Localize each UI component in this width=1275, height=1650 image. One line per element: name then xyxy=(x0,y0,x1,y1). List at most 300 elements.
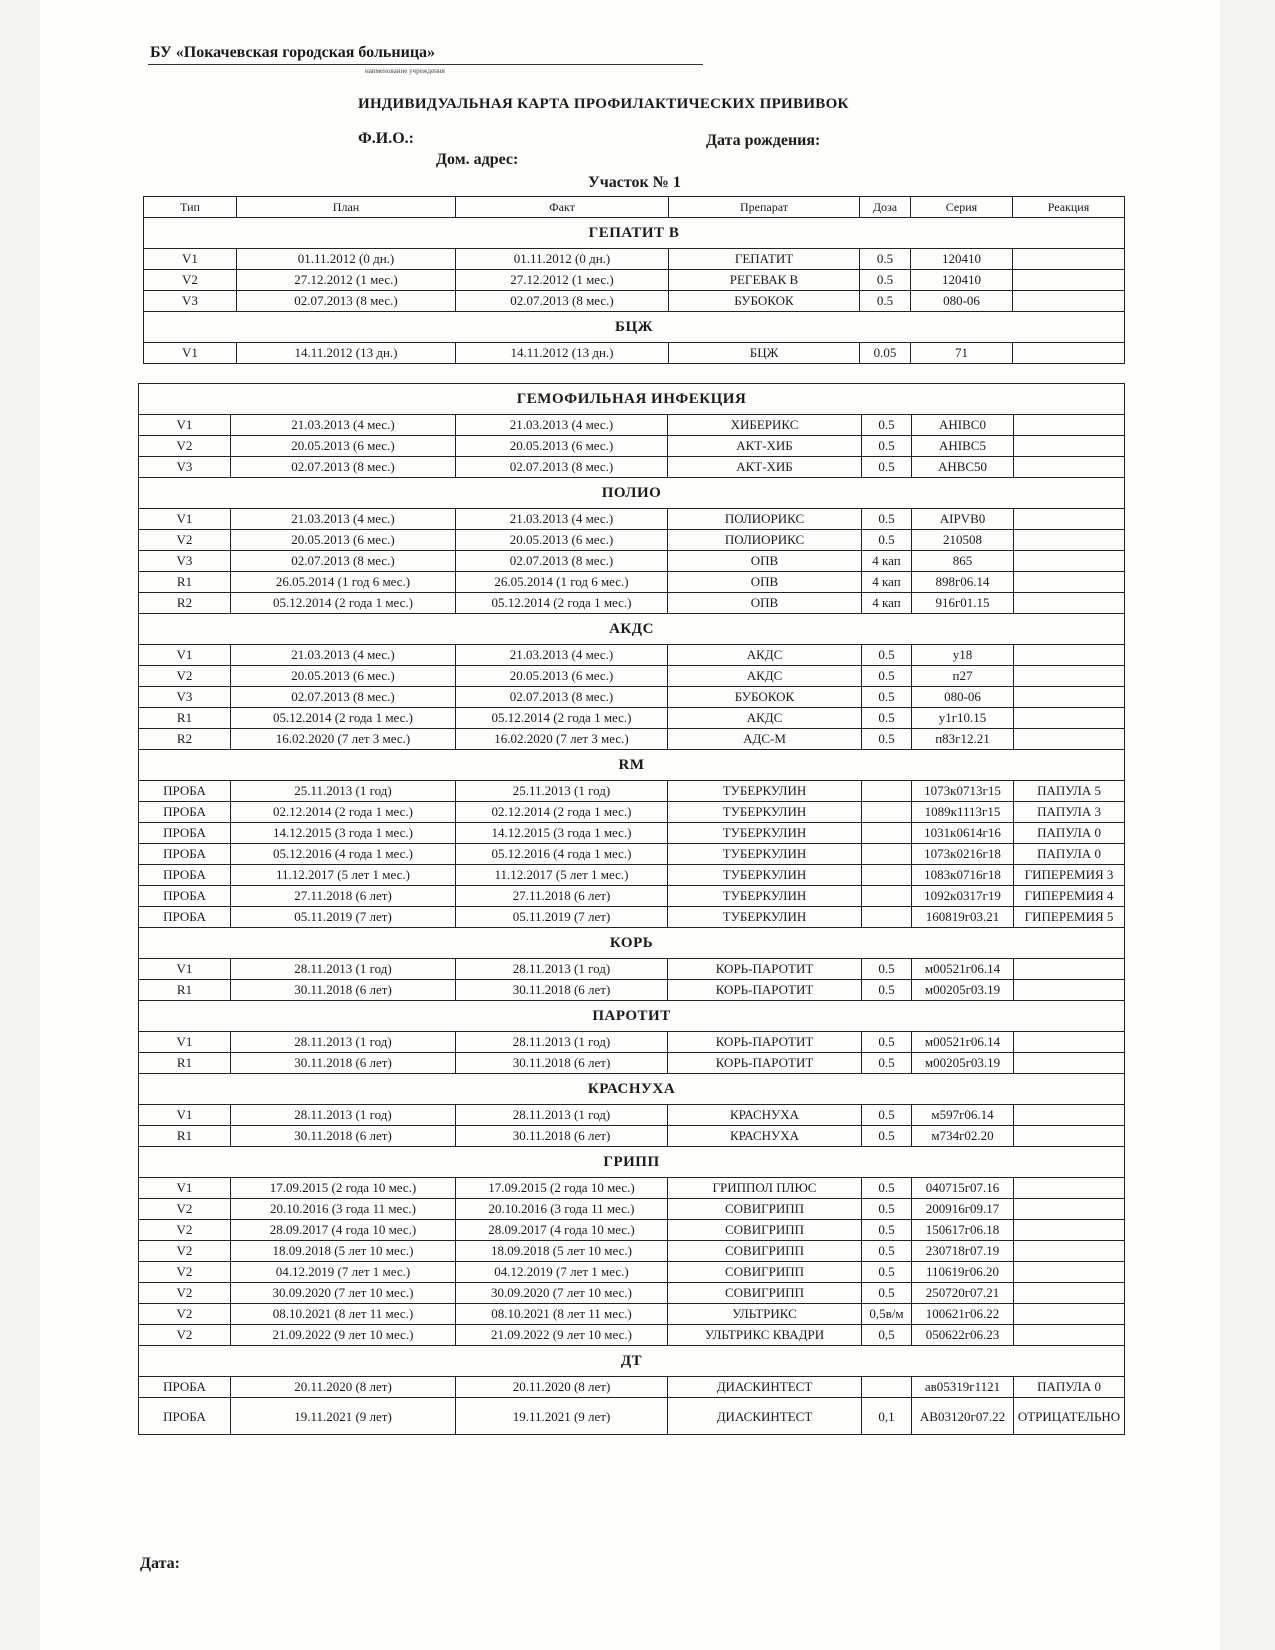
fact-cell: 30.11.2018 (6 лет) xyxy=(456,1053,668,1074)
section-header-row xyxy=(139,928,1125,959)
dose-cell: 0.5 xyxy=(862,1105,912,1126)
series-cell: 100621г06.22 xyxy=(912,1304,1014,1325)
plan-cell: 27.11.2018 (6 лет) xyxy=(231,886,456,907)
fact-cell: 20.05.2013 (6 мес.) xyxy=(456,530,668,551)
plan-cell: 30.11.2018 (6 лет) xyxy=(231,980,456,1001)
preparation-cell: БУБОКОК xyxy=(669,291,860,312)
series-cell: м00521г06.14 xyxy=(912,959,1014,980)
column-header: Тип xyxy=(144,197,237,218)
dose-cell: 0.05 xyxy=(860,343,911,364)
section-title: ДТ xyxy=(139,1346,1125,1377)
dose-cell: 0.5 xyxy=(862,1053,912,1074)
vaccination-table-1 xyxy=(143,196,1125,364)
type-cell: V1 xyxy=(139,1105,231,1126)
series-cell: п27 xyxy=(912,666,1014,687)
plan-cell: 28.11.2013 (1 год) xyxy=(231,959,456,980)
header-row xyxy=(144,197,1125,218)
type-cell: R2 xyxy=(139,729,231,750)
vaccination-row xyxy=(139,551,1125,572)
dose-cell: 0.5 xyxy=(862,645,912,666)
type-cell: V1 xyxy=(144,249,237,270)
type-cell: V3 xyxy=(139,551,231,572)
reaction-cell xyxy=(1014,1178,1125,1199)
organization-caption: наименование учреждения xyxy=(365,67,445,75)
fact-cell: 17.09.2015 (2 года 10 мес.) xyxy=(456,1178,668,1199)
plan-cell: 02.07.2013 (8 мес.) xyxy=(231,551,456,572)
type-cell: V2 xyxy=(139,436,231,457)
plan-cell: 26.05.2014 (1 год 6 мес.) xyxy=(231,572,456,593)
fact-cell: 02.07.2013 (8 мес.) xyxy=(456,551,668,572)
reaction-cell: ГИПЕРЕМИЯ 5 xyxy=(1014,907,1125,928)
series-cell: AHBC50 xyxy=(912,457,1014,478)
fact-cell: 28.11.2013 (1 год) xyxy=(456,1105,668,1126)
vaccination-row xyxy=(139,1262,1125,1283)
preparation-cell: КОРЬ-ПАРОТИТ xyxy=(668,1053,862,1074)
type-cell: V2 xyxy=(139,1325,231,1346)
series-cell: 110619г06.20 xyxy=(912,1262,1014,1283)
vaccination-row xyxy=(139,1283,1125,1304)
vaccination-row xyxy=(144,343,1125,364)
preparation-cell: АКТ-ХИБ xyxy=(668,436,862,457)
plan-cell: 21.03.2013 (4 мес.) xyxy=(231,645,456,666)
type-cell: V2 xyxy=(139,1199,231,1220)
birth-date-label: Дата рождения: xyxy=(706,132,821,149)
preparation-cell: ГРИППОЛ ПЛЮС xyxy=(668,1178,862,1199)
series-cell: 050622г06.23 xyxy=(912,1325,1014,1346)
preparation-cell: КОРЬ-ПАРОТИТ xyxy=(668,980,862,1001)
type-cell: ПРОБА xyxy=(139,844,231,865)
column-header: Серия xyxy=(911,197,1013,218)
series-cell: ав05319г1121 xyxy=(912,1377,1014,1398)
reaction-cell xyxy=(1014,645,1125,666)
vaccination-row xyxy=(139,593,1125,614)
fact-cell: 28.11.2013 (1 год) xyxy=(456,1032,668,1053)
preparation-cell: ТУБЕРКУЛИН xyxy=(668,865,862,886)
section-header-row xyxy=(139,1346,1125,1377)
vaccination-row xyxy=(139,980,1125,1001)
reaction-cell: ГИПЕРЕМИЯ 4 xyxy=(1014,886,1125,907)
reaction-cell xyxy=(1013,249,1125,270)
fact-cell: 05.12.2014 (2 года 1 мес.) xyxy=(456,708,668,729)
plan-cell: 20.05.2013 (6 мес.) xyxy=(231,436,456,457)
plan-cell: 08.10.2021 (8 лет 11 мес.) xyxy=(231,1304,456,1325)
vaccination-row xyxy=(139,1178,1125,1199)
plan-cell: 28.09.2017 (4 года 10 мес.) xyxy=(231,1220,456,1241)
vaccination-row xyxy=(144,249,1125,270)
series-cell: 120410 xyxy=(911,270,1013,291)
preparation-cell: ХИБЕРИКС xyxy=(668,415,862,436)
reaction-cell xyxy=(1014,1220,1125,1241)
type-cell: V2 xyxy=(144,270,237,291)
plan-cell: 02.07.2013 (8 мес.) xyxy=(231,457,456,478)
fact-cell: 20.11.2020 (8 лет) xyxy=(456,1377,668,1398)
vaccination-row xyxy=(139,959,1125,980)
preparation-cell: КОРЬ-ПАРОТИТ xyxy=(668,959,862,980)
dose-cell: 0.5 xyxy=(860,249,911,270)
series-cell: 1073к0713г15 xyxy=(912,781,1014,802)
fact-cell: 25.11.2013 (1 год) xyxy=(456,781,668,802)
type-cell: V1 xyxy=(139,1178,231,1199)
reaction-cell: ПАПУЛА 0 xyxy=(1014,1377,1125,1398)
reaction-cell xyxy=(1014,572,1125,593)
preparation-cell: БЦЖ xyxy=(669,343,860,364)
type-cell: ПРОБА xyxy=(139,865,231,886)
dose-cell: 0.5 xyxy=(862,980,912,1001)
reaction-cell xyxy=(1014,509,1125,530)
series-cell: м00521г06.14 xyxy=(912,1032,1014,1053)
dose-cell: 0.5 xyxy=(862,666,912,687)
type-cell: ПРОБА xyxy=(139,1377,231,1398)
reaction-cell xyxy=(1014,1105,1125,1126)
type-cell: V3 xyxy=(139,457,231,478)
series-cell: 1073к0216г18 xyxy=(912,844,1014,865)
plan-cell: 30.11.2018 (6 лет) xyxy=(231,1053,456,1074)
fact-cell: 19.11.2021 (9 лет) xyxy=(456,1398,668,1435)
vaccination-row xyxy=(139,708,1125,729)
series-cell: AHIBC0 xyxy=(912,415,1014,436)
series-cell: 898г06.14 xyxy=(912,572,1014,593)
plan-cell: 01.11.2012 (0 дн.) xyxy=(237,249,456,270)
plan-cell: 05.11.2019 (7 лет) xyxy=(231,907,456,928)
type-cell: ПРОБА xyxy=(139,823,231,844)
preparation-cell: ТУБЕРКУЛИН xyxy=(668,844,862,865)
section-title: КРАСНУХА xyxy=(139,1074,1125,1105)
dose-cell: 0.5 xyxy=(862,1126,912,1147)
vaccination-row xyxy=(139,1126,1125,1147)
fact-cell: 20.05.2013 (6 мес.) xyxy=(456,666,668,687)
vaccination-row xyxy=(139,457,1125,478)
fact-cell: 20.05.2013 (6 мес.) xyxy=(456,436,668,457)
fact-cell: 21.03.2013 (4 мес.) xyxy=(456,645,668,666)
plan-cell: 20.11.2020 (8 лет) xyxy=(231,1377,456,1398)
fact-cell: 30.11.2018 (6 лет) xyxy=(456,1126,668,1147)
reaction-cell xyxy=(1014,457,1125,478)
reaction-cell: ПАПУЛА 0 xyxy=(1014,823,1125,844)
address-label: Дом. адрес: xyxy=(436,151,519,168)
section-header-row xyxy=(139,1074,1125,1105)
type-cell: R2 xyxy=(139,593,231,614)
fact-cell: 02.07.2013 (8 мес.) xyxy=(456,291,669,312)
plan-cell: 16.02.2020 (7 лет 3 мес.) xyxy=(231,729,456,750)
section-title: АКДС xyxy=(139,614,1125,645)
vaccination-row xyxy=(139,1220,1125,1241)
fact-cell: 21.03.2013 (4 мес.) xyxy=(456,415,668,436)
series-cell: 210508 xyxy=(912,530,1014,551)
dose-cell xyxy=(862,907,912,928)
reaction-cell xyxy=(1014,593,1125,614)
fact-cell: 27.11.2018 (6 лет) xyxy=(456,886,668,907)
preparation-cell: АДС-М xyxy=(668,729,862,750)
dose-cell: 4 кап xyxy=(862,572,912,593)
vaccination-row xyxy=(139,666,1125,687)
series-cell: 250720г07.21 xyxy=(912,1283,1014,1304)
reaction-cell xyxy=(1014,530,1125,551)
reaction-cell xyxy=(1014,959,1125,980)
vaccination-row xyxy=(139,530,1125,551)
plan-cell: 14.11.2012 (13 дн.) xyxy=(237,343,456,364)
reaction-cell: ПАПУЛА 5 xyxy=(1014,781,1125,802)
district-label: Участок № 1 xyxy=(588,174,681,191)
preparation-cell: СОВИГРИПП xyxy=(668,1241,862,1262)
dose-cell: 0.5 xyxy=(862,1178,912,1199)
type-cell: ПРОБА xyxy=(139,1398,231,1435)
plan-cell: 28.11.2013 (1 год) xyxy=(231,1105,456,1126)
preparation-cell: ПОЛИОРИКС xyxy=(668,509,862,530)
vaccination-row xyxy=(144,291,1125,312)
dose-cell: 0.5 xyxy=(862,1220,912,1241)
series-cell: 150617г06.18 xyxy=(912,1220,1014,1241)
fact-cell: 16.02.2020 (7 лет 3 мес.) xyxy=(456,729,668,750)
plan-cell: 19.11.2021 (9 лет) xyxy=(231,1398,456,1435)
vaccination-row xyxy=(139,572,1125,593)
section-header-row xyxy=(139,750,1125,781)
dose-cell xyxy=(862,886,912,907)
dose-cell: 0.5 xyxy=(862,729,912,750)
vaccination-row xyxy=(139,1377,1125,1398)
type-cell: ПРОБА xyxy=(139,781,231,802)
reaction-cell xyxy=(1014,1304,1125,1325)
vaccination-row xyxy=(139,886,1125,907)
fact-cell: 21.03.2013 (4 мес.) xyxy=(456,509,668,530)
series-cell: 916г01.15 xyxy=(912,593,1014,614)
series-cell: 1083к0716г18 xyxy=(912,865,1014,886)
series-cell: АВ03120г07.22 xyxy=(912,1398,1014,1435)
series-cell: 230718г07.19 xyxy=(912,1241,1014,1262)
type-cell: V1 xyxy=(139,415,231,436)
fact-cell: 27.12.2012 (1 мес.) xyxy=(456,270,669,291)
type-cell: ПРОБА xyxy=(139,907,231,928)
fact-cell: 28.11.2013 (1 год) xyxy=(456,959,668,980)
fact-cell: 05.12.2014 (2 года 1 мес.) xyxy=(456,593,668,614)
vaccination-row xyxy=(139,645,1125,666)
section-title: ГРИПП xyxy=(139,1147,1125,1178)
type-cell: R1 xyxy=(139,708,231,729)
type-cell: V2 xyxy=(139,666,231,687)
dose-cell: 0.5 xyxy=(860,291,911,312)
column-header: План xyxy=(237,197,456,218)
type-cell: ПРОБА xyxy=(139,802,231,823)
type-cell: V2 xyxy=(139,1304,231,1325)
type-cell: V1 xyxy=(144,343,237,364)
section-header-row xyxy=(139,1001,1125,1032)
section-title: ГЕМОФИЛЬНАЯ ИНФЕКЦИЯ xyxy=(139,384,1125,415)
plan-cell: 05.12.2014 (2 года 1 мес.) xyxy=(231,708,456,729)
fact-cell: 21.09.2022 (9 лет 10 мес.) xyxy=(456,1325,668,1346)
dose-cell xyxy=(862,823,912,844)
plan-cell: 25.11.2013 (1 год) xyxy=(231,781,456,802)
vaccination-row xyxy=(139,1032,1125,1053)
fact-cell: 14.11.2012 (13 дн.) xyxy=(456,343,669,364)
dose-cell: 0.5 xyxy=(862,1262,912,1283)
series-cell: 1092к0317г19 xyxy=(912,886,1014,907)
column-header: Препарат xyxy=(669,197,860,218)
type-cell: R1 xyxy=(139,980,231,1001)
preparation-cell: ТУБЕРКУЛИН xyxy=(668,781,862,802)
type-cell: V2 xyxy=(139,530,231,551)
section-header-row xyxy=(139,1147,1125,1178)
vaccination-row xyxy=(139,729,1125,750)
section-title: ПАРОТИТ xyxy=(139,1001,1125,1032)
fact-cell: 05.12.2016 (4 года 1 мес.) xyxy=(456,844,668,865)
dose-cell: 0.5 xyxy=(862,687,912,708)
preparation-cell: СОВИГРИПП xyxy=(668,1262,862,1283)
fact-cell: 20.10.2016 (3 года 11 мес.) xyxy=(456,1199,668,1220)
dose-cell xyxy=(862,781,912,802)
type-cell: V2 xyxy=(139,1241,231,1262)
plan-cell: 20.10.2016 (3 года 11 мес.) xyxy=(231,1199,456,1220)
fact-cell: 30.09.2020 (7 лет 10 мес.) xyxy=(456,1283,668,1304)
plan-cell: 30.09.2020 (7 лет 10 мес.) xyxy=(231,1283,456,1304)
reaction-cell xyxy=(1014,551,1125,572)
reaction-cell: ГИПЕРЕМИЯ 3 xyxy=(1014,865,1125,886)
series-cell: 1031к0614г16 xyxy=(912,823,1014,844)
reaction-cell xyxy=(1014,1126,1125,1147)
reaction-cell xyxy=(1013,343,1125,364)
dose-cell: 0.5 xyxy=(862,530,912,551)
plan-cell: 05.12.2016 (4 года 1 мес.) xyxy=(231,844,456,865)
vaccination-row xyxy=(139,781,1125,802)
series-cell: 71 xyxy=(911,343,1013,364)
series-cell: 040715г07.16 xyxy=(912,1178,1014,1199)
preparation-cell: ГЕПАТИТ xyxy=(669,249,860,270)
preparation-cell: УЛЬТРИКС КВАДРИ xyxy=(668,1325,862,1346)
plan-cell: 11.12.2017 (5 лет 1 мес.) xyxy=(231,865,456,886)
plan-cell: 30.11.2018 (6 лет) xyxy=(231,1126,456,1147)
dose-cell: 0.5 xyxy=(862,708,912,729)
type-cell: ПРОБА xyxy=(139,886,231,907)
fact-cell: 02.12.2014 (2 года 1 мес.) xyxy=(456,802,668,823)
vaccination-row xyxy=(139,1398,1125,1435)
series-cell: м00205г03.19 xyxy=(912,1053,1014,1074)
section-title: БЦЖ xyxy=(144,312,1125,343)
preparation-cell: ТУБЕРКУЛИН xyxy=(668,886,862,907)
column-header: Реакция xyxy=(1013,197,1125,218)
dose-cell: 0.5 xyxy=(862,959,912,980)
series-cell: м597г06.14 xyxy=(912,1105,1014,1126)
preparation-cell: ПОЛИОРИКС xyxy=(668,530,862,551)
vaccination-row xyxy=(139,823,1125,844)
fact-cell: 18.09.2018 (5 лет 10 мес.) xyxy=(456,1241,668,1262)
document-title: ИНДИВИДУАЛЬНАЯ КАРТА ПРОФИЛАКТИЧЕСКИХ ПРИВИВОК xyxy=(358,96,849,112)
dose-cell: 0.5 xyxy=(862,1199,912,1220)
series-cell: 160819г03.21 xyxy=(912,907,1014,928)
fact-cell: 28.09.2017 (4 года 10 мес.) xyxy=(456,1220,668,1241)
type-cell: V2 xyxy=(139,1283,231,1304)
vaccination-row xyxy=(139,1241,1125,1262)
reaction-cell xyxy=(1014,1241,1125,1262)
vaccination-row xyxy=(139,907,1125,928)
plan-cell: 20.05.2013 (6 мес.) xyxy=(231,666,456,687)
series-cell: м734г02.20 xyxy=(912,1126,1014,1147)
series-cell: п83г12.21 xyxy=(912,729,1014,750)
vaccination-row xyxy=(139,687,1125,708)
dose-cell: 0.5 xyxy=(862,436,912,457)
section-header-row xyxy=(144,312,1125,343)
series-cell: AHIBC5 xyxy=(912,436,1014,457)
fact-cell: 30.11.2018 (6 лет) xyxy=(456,980,668,1001)
dose-cell xyxy=(862,844,912,865)
reaction-cell: ОТРИЦАТЕЛЬНО xyxy=(1014,1398,1125,1435)
preparation-cell: ОПВ xyxy=(668,572,862,593)
series-cell: 200916г09.17 xyxy=(912,1199,1014,1220)
plan-cell: 05.12.2014 (2 года 1 мес.) xyxy=(231,593,456,614)
type-cell: R1 xyxy=(139,1126,231,1147)
type-cell: V1 xyxy=(139,509,231,530)
preparation-cell: АКДС xyxy=(668,666,862,687)
reaction-cell xyxy=(1014,1199,1125,1220)
preparation-cell: ДИАСКИНТЕСТ xyxy=(668,1398,862,1435)
vaccination-row xyxy=(139,1199,1125,1220)
preparation-cell: БУБОКОК xyxy=(668,687,862,708)
vaccination-row xyxy=(139,1105,1125,1126)
reaction-cell xyxy=(1014,436,1125,457)
type-cell: V1 xyxy=(139,1032,231,1053)
reaction-cell xyxy=(1014,980,1125,1001)
fact-cell: 04.12.2019 (7 лет 1 мес.) xyxy=(456,1262,668,1283)
reaction-cell: ПАПУЛА 0 xyxy=(1014,844,1125,865)
vaccination-row xyxy=(139,509,1125,530)
reaction-cell xyxy=(1014,729,1125,750)
preparation-cell: ДИАСКИНТЕСТ xyxy=(668,1377,862,1398)
vaccination-row xyxy=(139,802,1125,823)
preparation-cell: КОРЬ-ПАРОТИТ xyxy=(668,1032,862,1053)
preparation-cell: СОВИГРИПП xyxy=(668,1283,862,1304)
organization-underline xyxy=(148,64,703,65)
series-cell: 080-06 xyxy=(911,291,1013,312)
dose-cell: 0.5 xyxy=(862,1032,912,1053)
dose-cell xyxy=(862,802,912,823)
dose-cell xyxy=(862,865,912,886)
reaction-cell xyxy=(1014,415,1125,436)
fact-cell: 08.10.2021 (8 лет 11 мес.) xyxy=(456,1304,668,1325)
column-header: Факт xyxy=(456,197,669,218)
reaction-cell xyxy=(1014,666,1125,687)
fio-label: Ф.И.О.: xyxy=(358,130,414,147)
dose-cell: 0.5 xyxy=(862,1241,912,1262)
series-cell: у1г10.15 xyxy=(912,708,1014,729)
type-cell: V1 xyxy=(139,645,231,666)
series-cell: 865 xyxy=(912,551,1014,572)
plan-cell: 21.03.2013 (4 мес.) xyxy=(231,415,456,436)
reaction-cell xyxy=(1014,1262,1125,1283)
series-cell: м00205г03.19 xyxy=(912,980,1014,1001)
preparation-cell: КРАСНУХА xyxy=(668,1105,862,1126)
preparation-cell: АКДС xyxy=(668,645,862,666)
preparation-cell: ТУБЕРКУЛИН xyxy=(668,907,862,928)
reaction-cell xyxy=(1014,1283,1125,1304)
plan-cell: 28.11.2013 (1 год) xyxy=(231,1032,456,1053)
type-cell: V1 xyxy=(139,959,231,980)
vaccination-table-2 xyxy=(138,383,1125,1435)
reaction-cell xyxy=(1014,1032,1125,1053)
preparation-cell: ОПВ xyxy=(668,593,862,614)
dose-cell: 4 кап xyxy=(862,551,912,572)
dose-cell: 0.5 xyxy=(862,457,912,478)
plan-cell: 20.05.2013 (6 мес.) xyxy=(231,530,456,551)
type-cell: R1 xyxy=(139,1053,231,1074)
fact-cell: 14.12.2015 (3 года 1 мес.) xyxy=(456,823,668,844)
plan-cell: 21.09.2022 (9 лет 10 мес.) xyxy=(231,1325,456,1346)
vaccination-row xyxy=(139,436,1125,457)
series-cell: 1089к1113г15 xyxy=(912,802,1014,823)
dose-cell: 0,1 xyxy=(862,1398,912,1435)
fact-cell: 02.07.2013 (8 мес.) xyxy=(456,687,668,708)
plan-cell: 14.12.2015 (3 года 1 мес.) xyxy=(231,823,456,844)
vaccination-row xyxy=(139,1304,1125,1325)
section-title: ПОЛИО xyxy=(139,478,1125,509)
reaction-cell xyxy=(1013,270,1125,291)
plan-cell: 17.09.2015 (2 года 10 мес.) xyxy=(231,1178,456,1199)
